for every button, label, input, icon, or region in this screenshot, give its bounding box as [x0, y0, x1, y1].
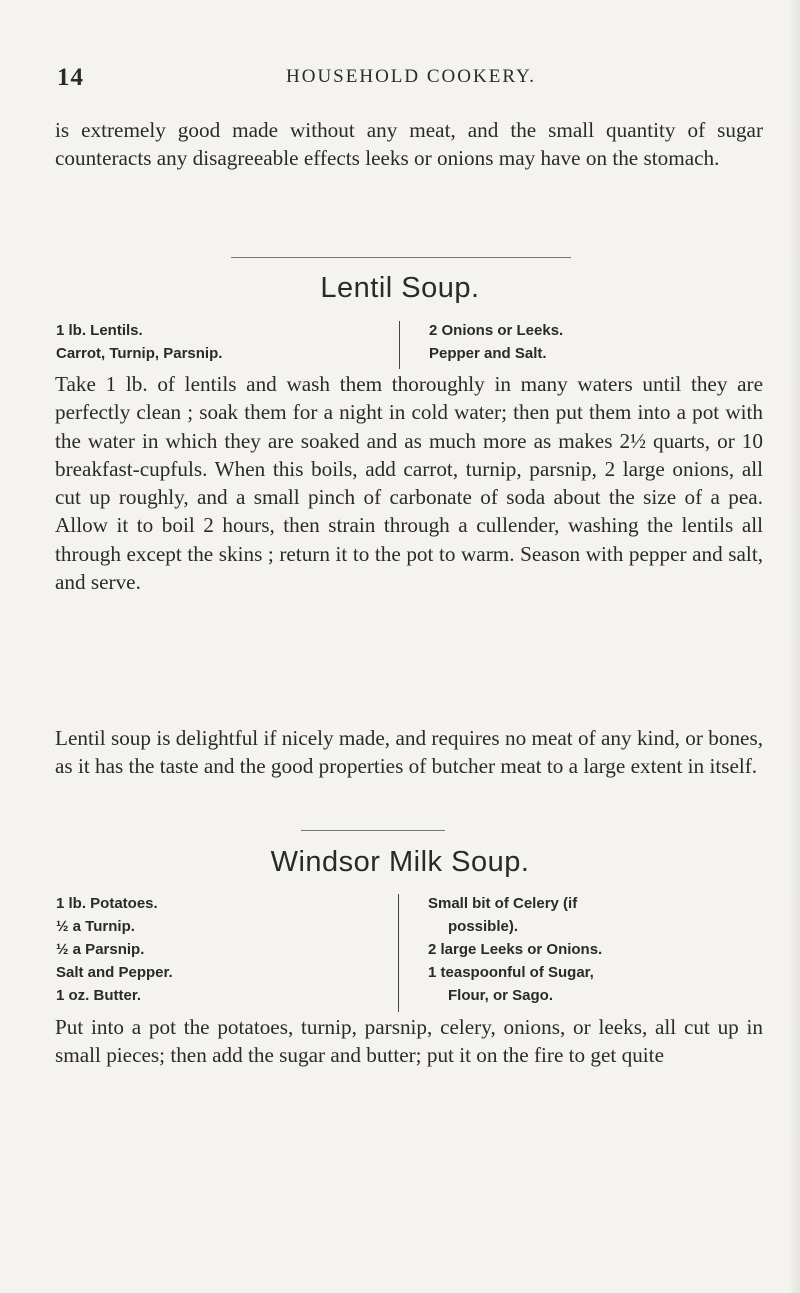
- ingredient-item: Carrot, Turnip, Parsnip.: [56, 345, 223, 362]
- lentil-soup-title: Lentil Soup.: [320, 272, 480, 304]
- lentil-soup-method: Take 1 lb. of lentils and wash them thoroughly in many waters until they are perfectly clean ; soak them for a night in cold water; then put them into a pot with the water in which they are soaked and as much more as makes 2½ quarts, or 10 breakfast-cupfuls. When this boils, add carrot, turnip, parsnip, 2 large onions, all cut up roughly, and a small pinch of carbonate of soda about the size of a pea. Allow it to boil 2 hours, then strain through a cullender, washing the lentils all through except the skins ; return it to the pot to warm. Season with pepper and salt, and serve.: [55, 372, 763, 595]
- running-head: [57, 64, 765, 94]
- windsor-soup-method: Put into a pot the potatoes, turnip, parsnip, celery, onions, or leeks, all cut up in small pieces; then add the sugar and butter; put it on the fire to get quite: [55, 1015, 763, 1068]
- ingredient-item: Flour, or Sago.: [448, 987, 554, 1004]
- ingredients-column-divider: [399, 321, 400, 369]
- ingredient-item: Pepper and Salt.: [429, 345, 547, 362]
- page-number: 14: [57, 64, 84, 91]
- windsor-ingredients-left: [56, 892, 173, 1007]
- ingredients-column-divider: [398, 894, 399, 1012]
- section-divider: [231, 257, 571, 258]
- lentil-ingredients-left: [56, 319, 222, 365]
- ingredient-item: 2 large Leeks or Onions.: [428, 941, 603, 958]
- running-head-title: HOUSEHOLD COOKERY.: [286, 66, 536, 87]
- windsor-ingredients-right: [428, 892, 602, 1007]
- ingredient-item: Salt and Pepper.: [56, 964, 173, 981]
- ingredient-item: 1 teaspoonful of Sugar,: [428, 964, 594, 981]
- ingredient-item: possible).: [448, 918, 519, 935]
- ingredient-item: 1 oz. Butter.: [56, 987, 142, 1004]
- ingredient-item: 1 lb. Potatoes.: [56, 895, 158, 912]
- ingredient-item: 1 lb. Lentils.: [56, 322, 143, 339]
- ingredient-item: 2 Onions or Leeks.: [429, 322, 564, 339]
- ingredient-item: ½ a Parsnip.: [56, 941, 145, 958]
- intro-paragraph: is extremely good made without any meat, and the small quantity of sugar counteracts any disagreeable effects leeks or onions may have on the stomach.: [55, 118, 763, 171]
- windsor-soup-title: Windsor Milk Soup.: [270, 846, 530, 878]
- scan-edge-shadow: [788, 0, 800, 1293]
- ingredient-item: Small bit of Celery (if: [428, 895, 578, 912]
- ingredient-item: ½ a Turnip.: [56, 918, 135, 935]
- lentil-soup-note: Lentil soup is delightful if nicely made, and requires no meat of any kind, or bones, as it has the taste and the good properties of butcher meat to a large extent in itself.: [55, 726, 763, 779]
- lentil-ingredients-right: [429, 319, 563, 365]
- section-divider: [301, 830, 445, 831]
